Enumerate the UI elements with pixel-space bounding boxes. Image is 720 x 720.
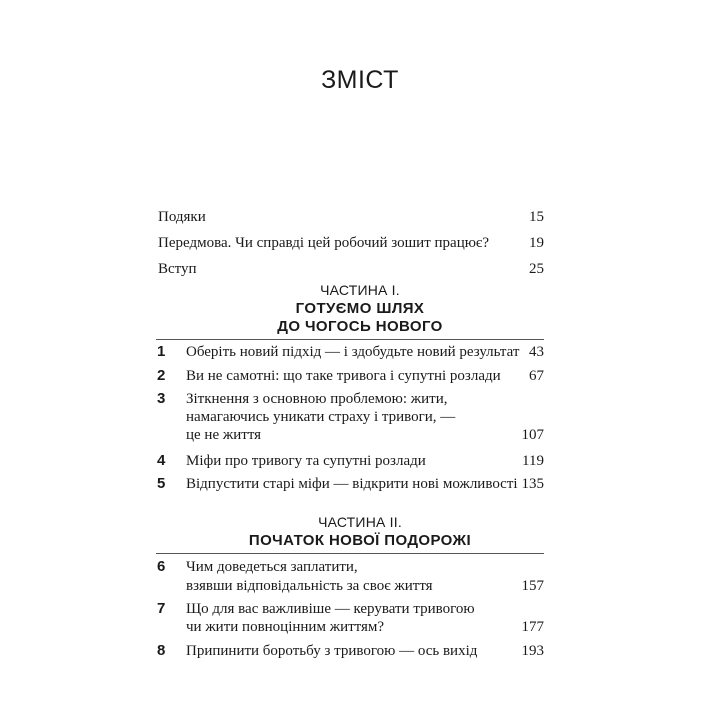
toc-chapter [0, 451, 720, 471]
toc-chapter-cont [0, 407, 720, 427]
chapter-number: 8 [157, 642, 166, 659]
chapter-title: Зіткнення з основною проблемою: жити, [186, 391, 448, 407]
chapter-title: Чим доведеться заплатити, [186, 559, 358, 575]
entry-page: 25 [529, 261, 544, 277]
toc-entry [0, 207, 720, 227]
chapter-title: Припинити боротьбу з тривогою — ось вихід [186, 643, 478, 659]
toc-chapter [0, 599, 720, 619]
chapter-number: 4 [157, 452, 166, 469]
toc-chapter-cont [0, 425, 720, 445]
chapter-page: 193 [521, 643, 544, 659]
toc-entry [0, 233, 720, 253]
chapter-number: 6 [157, 558, 166, 575]
chapter-title: Оберіть новий підхід — і здобудьте новий результат [186, 344, 520, 360]
chapter-title: це не життя [186, 427, 262, 443]
chapter-number: 1 [157, 343, 166, 360]
part-label: ЧАСТИНА І. [320, 282, 400, 298]
chapter-title: Міфи про тривогу та супутні розлади [186, 453, 426, 469]
toc-chapter [0, 557, 720, 577]
section-divider [156, 553, 544, 554]
chapter-page: 157 [521, 578, 544, 594]
chapter-page: 107 [521, 427, 544, 443]
part-title: ДО ЧОГОСЬ НОВОГО [277, 318, 443, 335]
toc-chapter [0, 641, 720, 661]
chapter-page: 43 [529, 344, 544, 360]
toc-chapter [0, 474, 720, 494]
chapter-title: Що для вас важливіше — керувати тривогою [186, 601, 475, 617]
chapter-page: 67 [529, 368, 544, 384]
chapter-number: 7 [157, 600, 166, 617]
chapter-number: 2 [157, 367, 166, 384]
part-title: ГОТУЄМО ШЛЯХ [295, 300, 425, 317]
chapter-page: 119 [522, 453, 544, 469]
chapter-number: 5 [157, 475, 166, 492]
chapter-page: 177 [521, 619, 544, 635]
toc-chapter-cont [0, 617, 720, 637]
toc-chapter-cont [0, 576, 720, 596]
part-label: ЧАСТИНА ІІ. [318, 514, 402, 530]
entry-title: Вступ [158, 261, 197, 277]
toc-entry [0, 259, 720, 279]
chapter-title: намагаючись уникати страху і тривоги, — [186, 409, 456, 425]
part-title: ПОЧАТОК НОВОЇ ПОДОРОЖІ [248, 532, 472, 549]
entry-title: Подяки [158, 209, 206, 225]
entry-page: 19 [529, 235, 544, 251]
toc-chapter [0, 389, 720, 409]
chapter-title: взявши відповідальність за своє життя [186, 578, 433, 594]
toc-chapter [0, 342, 720, 362]
entry-title: Передмова. Чи справді цей робочий зошит працює? [158, 235, 490, 251]
chapter-title: чи жити повноцінним життям? [186, 619, 385, 635]
section-divider [156, 339, 544, 340]
chapter-number: 3 [157, 390, 166, 407]
toc-chapter [0, 366, 720, 386]
chapter-title: Відпустити старі міфи — відкрити нові можливості [186, 476, 518, 492]
chapter-page: 135 [521, 476, 544, 492]
entry-page: 15 [529, 209, 544, 225]
page-title: ЗМІСТ [321, 66, 399, 94]
chapter-title: Ви не самотні: що таке тривога і супутні розлади [186, 368, 501, 384]
